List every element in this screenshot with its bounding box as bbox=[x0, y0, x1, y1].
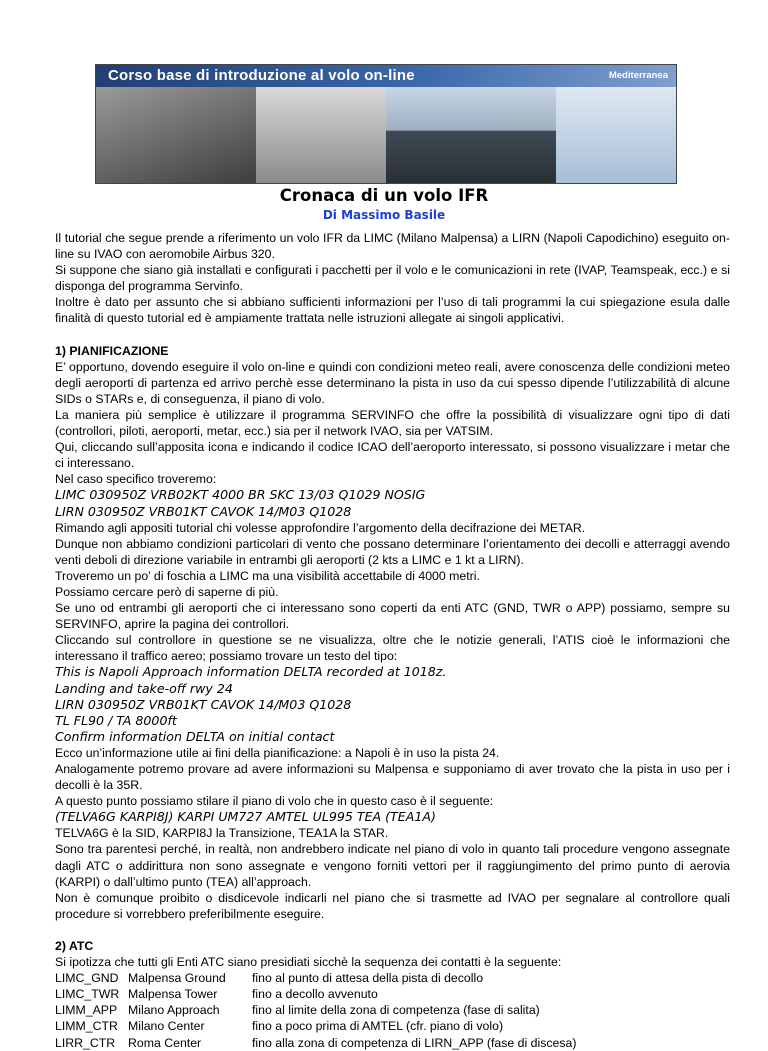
paragraph: Ecco un’informazione utile ai fini della pianificazione: a Napoli è in uso la pista 24. bbox=[55, 745, 500, 760]
atis-line: LIRN 030950Z VRB01KT CAVOK 14/M03 Q1028 bbox=[55, 696, 352, 712]
paragraph: Troveremo un po’ di foschia a LIMC ma una visibilità accettabile di 4000 metri. bbox=[55, 568, 480, 583]
banner-title: Corso base di introduzione al volo on-line bbox=[108, 67, 415, 84]
paragraph: Si ipotizza che tutti gli Enti ATC siano presidiati sicchè la sequenza dei contatti è la seguente: bbox=[55, 955, 562, 970]
atc-code: LIMC_TWR bbox=[55, 987, 120, 1002]
atc-name: Malpensa Tower bbox=[128, 987, 218, 1002]
banner-photo-aircraft bbox=[256, 87, 386, 183]
section-heading-pianificazione: 1) PIANIFICAZIONE bbox=[55, 343, 169, 358]
atc-code: LIMC_GND bbox=[55, 971, 119, 986]
paragraph: Dunque non abbiamo condizioni particolari di vento che possano determinare l’orientamento dei decolli e atterraggi avendo venti deboli di direzione variabile in entrambi gli aeroporti (2 kts a LIMC e 1 kt a LIRN). bbox=[55, 536, 730, 567]
banner-title-bar bbox=[96, 65, 676, 87]
atc-row bbox=[55, 986, 730, 1002]
atc-row bbox=[55, 1002, 730, 1018]
atc-code: LIMM_CTR bbox=[55, 1019, 118, 1034]
atis-line: Confirm information DELTA on initial contact bbox=[55, 728, 335, 744]
banner-org: Mediterranea bbox=[608, 70, 668, 81]
section-heading-atc: 2) ATC bbox=[55, 938, 94, 953]
atc-desc: fino al limite della zona di competenza (fase di salita) bbox=[252, 1003, 540, 1018]
atc-row bbox=[55, 1018, 730, 1034]
metar-line: LIMC 030950Z VRB02KT 4000 BR SKC 13/03 Q1029 NOSIG bbox=[55, 487, 426, 503]
paragraph: Rimando agli appositi tutorial chi volesse approfondire l’argomento della decifrazione dei METAR. bbox=[55, 520, 586, 535]
header-banner bbox=[95, 64, 677, 184]
atc-desc: fino a decollo avvenuto bbox=[252, 987, 378, 1002]
banner-photo-formation bbox=[556, 87, 676, 183]
atis-line: TL FL90 / TA 8000ft bbox=[55, 712, 177, 728]
paragraph: E’ opportuno, dovendo eseguire il volo on-line e quindi con condizioni meteo reali, avere conoscenza delle condizioni meteo degli aeroporti di partenza ed arrivo perchè esse determinano la pista in uso da cui spesso dipende l’utilizzabilità di alcune SIDs o STARs e, di conseguenza, il piano di volo. bbox=[55, 359, 730, 406]
atc-code: LIRR_CTR bbox=[55, 1035, 116, 1050]
banner-photo-cockpit bbox=[386, 87, 556, 183]
paragraph: Sono tra parentesi perché, in realtà, non andrebbero indicate nel piano di volo in quanto tali procedure vengono assegnate dagli ATC o addirittura non sono assegnate e vengono forniti vettori per il raggiungimento del primo punto di aerovia (KARPI) o dall’ultimo punto (TEA) all’approach. bbox=[55, 842, 730, 889]
metar-line: LIRN 030950Z VRB01KT CAVOK 14/M03 Q1028 bbox=[55, 503, 352, 519]
banner-photo-pilot bbox=[96, 87, 256, 183]
document-title: Cronaca di un volo IFR bbox=[279, 186, 489, 205]
atc-code: LIMM_APP bbox=[55, 1003, 118, 1018]
paragraph: Nel caso specifico troveremo: bbox=[55, 472, 217, 487]
atc-name: Malpensa Ground bbox=[128, 971, 226, 986]
atc-name: Roma Center bbox=[128, 1035, 202, 1050]
paragraph: Cliccando sul controllore in questione se ne visualizza, oltre che le notizie generali, l’ATIS cioè le informazioni che interessano il traffico aereo; possiamo trovare un testo del tipo: bbox=[55, 633, 730, 664]
paragraph: TELVA6G è la SID, KARPI8J la Transizione, TEA1A la STAR. bbox=[55, 826, 389, 841]
flight-plan-route: (TELVA6G KARPI8J) KARPI UM727 AMTEL UL995 TEA (TEA1A) bbox=[55, 809, 436, 825]
atis-line: This is Napoli Approach information DELTA recorded at 1018z. bbox=[55, 664, 447, 680]
atis-line: Landing and take-off rwy 24 bbox=[55, 680, 233, 696]
paragraph: La maniera più semplice è utilizzare il programma SERVINFO che offre la possibilità di visualizzare ogni tipo di dati (controllori, piloti, aeroporti, metar, ecc.) sia per il network IVAO, sia per VATSIM. bbox=[55, 407, 730, 439]
atc-desc: fino alla zona di competenza di LIRN_APP (fase di discesa) bbox=[252, 1035, 577, 1050]
atc-row bbox=[55, 1035, 730, 1051]
atc-row bbox=[55, 970, 730, 986]
atc-desc: fino a poco prima di AMTEL (cfr. piano di volo) bbox=[252, 1019, 504, 1034]
paragraph: A questo punto possiamo stilare il piano di volo che in questo caso è il seguente: bbox=[55, 794, 494, 809]
atc-desc: fino al punto di attesa della pista di decollo bbox=[252, 971, 484, 986]
atc-name: Milano Approach bbox=[128, 1003, 220, 1018]
document-author: Di Massimo Basile bbox=[322, 208, 446, 222]
paragraph: Possiamo cercare però di saperne di più. bbox=[55, 584, 279, 599]
intro-paragraph: Si suppone che siano già installati e configurati i pacchetti per il volo e le comunicazioni in rete (IVAP, Teamspeak, ecc.) e si disponga del programma Servinfo. bbox=[55, 263, 730, 294]
paragraph: Non è comunque proibito o disdicevole indicarli nel piano che si trasmette ad IVAO per segnalare al controllore quali procedure si vorrebbero preferibilmente eseguire. bbox=[55, 890, 730, 921]
paragraph: Se uno od entrambi gli aeroporti che ci interessano sono coperti da enti ATC (GND, TWR o APP) possiamo, sempre su SERVINFO, aprire la pagina dei controllori. bbox=[55, 601, 730, 632]
document-body bbox=[55, 230, 730, 1051]
intro-paragraph: Inoltre è dato per assunto che si abbiano sufficienti informazioni per l’uso di tali programmi la cui spiegazione esula dalle finalità di questo tutorial ed è ampiamente trattata nelle istruzioni allegate ai singoli applicativi. bbox=[55, 295, 730, 326]
atc-name: Milano Center bbox=[128, 1019, 205, 1034]
paragraph: Qui, cliccando sull’apposita icona e indicando il codice ICAO dell’aeroporto interessato, si possono visualizzare i metar che ci interessano. bbox=[55, 440, 730, 471]
paragraph: Analogamente potremo provare ad avere informazioni su Malpensa e supponiamo di aver trovato che la pista in uso per i decolli è la 35R. bbox=[55, 762, 730, 793]
intro-paragraph: Il tutorial che segue prende a riferimento un volo IFR da LIMC (Milano Malpensa) a LIRN (Napoli Capodichino) eseguito on-line su IVAO con aeromobile Airbus 320. bbox=[55, 231, 730, 262]
